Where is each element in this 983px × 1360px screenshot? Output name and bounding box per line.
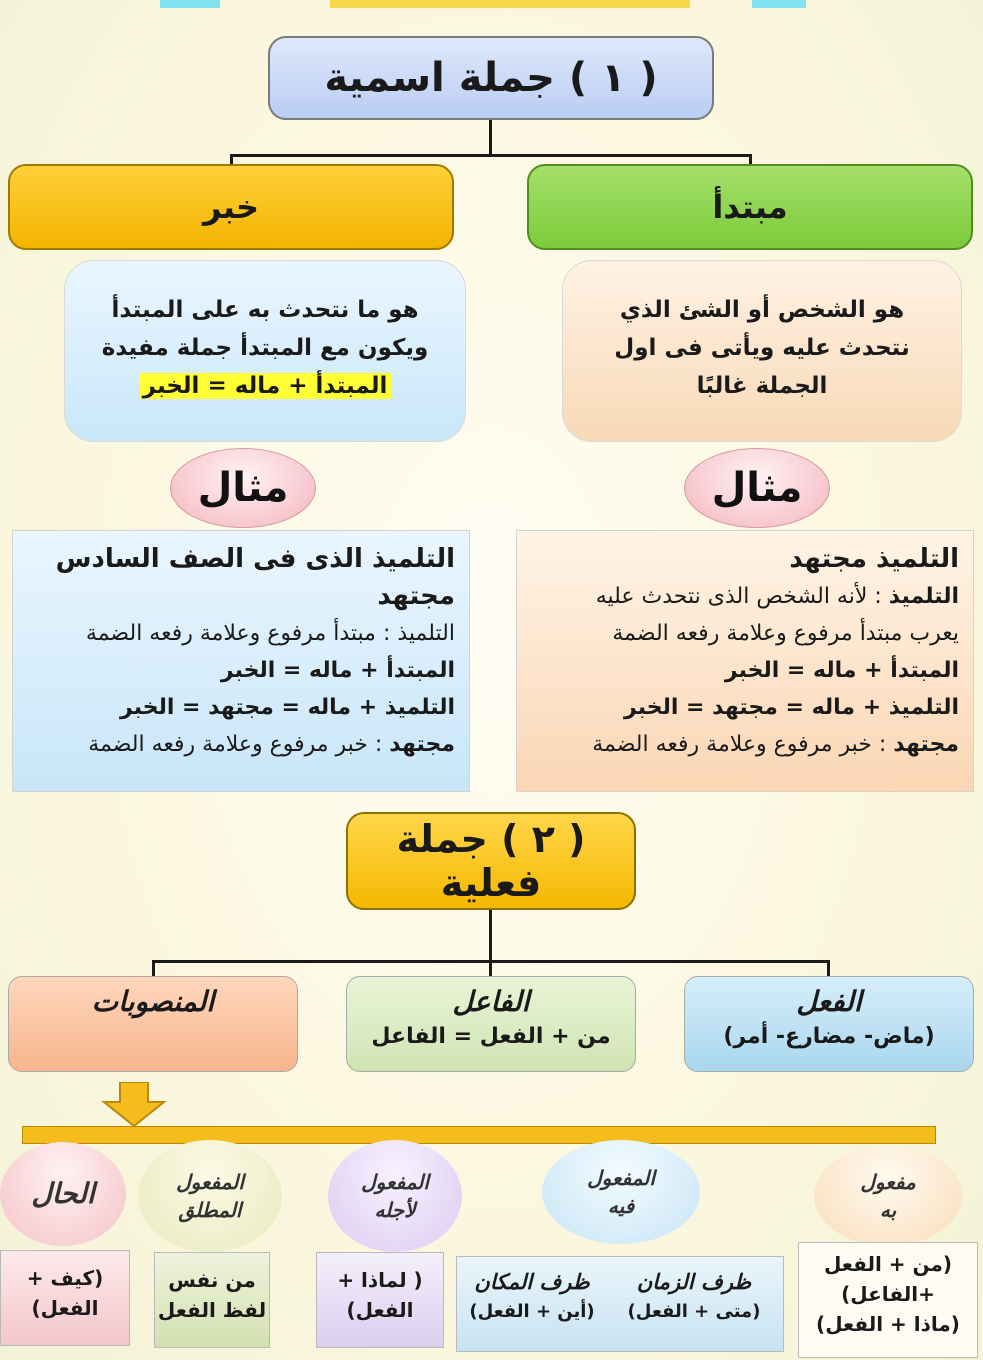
example-line: يعرب مبتدأ مرفوع وعلامة رفعه الضمة xyxy=(612,621,959,646)
maf3ul-mutlaq-desc: من نفس لفظ الفعل xyxy=(154,1252,270,1348)
maf3ul-mutlaq-circle: المفعول المطلق xyxy=(138,1140,282,1252)
definition-highlight: المبتدأ + ماله = الخبر xyxy=(139,373,392,399)
mansubat-box xyxy=(8,976,298,1072)
example-line: مجتهد : خبر مرفوع وعلامة رفعه الضمة xyxy=(88,732,455,757)
mubtada-definition xyxy=(562,260,962,442)
zarf-makan-label: ظرف المكان xyxy=(474,1270,590,1294)
definition-line: الجملة غالبًا xyxy=(696,373,828,399)
connector xyxy=(489,120,492,156)
example-line: التلميذ + ماله = مجتهد = الخبر xyxy=(624,695,959,720)
top-strip-yellow xyxy=(330,0,690,8)
example-title: مجتهد xyxy=(377,581,455,611)
khabar-example-label: مثال xyxy=(170,448,316,528)
fi3l-label: الفعل xyxy=(796,985,862,1018)
fa3il-box xyxy=(346,976,636,1072)
nominal-sentence-title: ( ١ ) جملة اسمية xyxy=(268,36,714,120)
connector xyxy=(489,910,492,962)
maf3ul-fih-desc xyxy=(456,1256,784,1352)
khabar-definition xyxy=(64,260,466,442)
fi3l-sub: (ماض- مضارع- أمر) xyxy=(723,1024,935,1049)
example-line: التلميذ : لأنه الشخص الذى نتحدث عليه xyxy=(595,584,959,609)
connector xyxy=(230,154,752,157)
verbal-sentence-title: ( ٢ ) جملة فعلية xyxy=(346,812,636,910)
mubtada-header: مبتدأ xyxy=(527,164,973,250)
fa3il-sub: من + الفعل = الفاعل xyxy=(371,1024,611,1049)
mubtada-example-box xyxy=(516,530,974,792)
khabar-example-box xyxy=(12,530,470,792)
definition-line: هو الشخص أو الشئ الذي xyxy=(619,297,905,323)
top-strip-cyan-2 xyxy=(752,0,806,8)
zarf-zaman-question: (متى + الفعل) xyxy=(627,1301,761,1322)
definition-line: نتحدث عليه ويأتى فى اول xyxy=(614,335,910,361)
definition-line: هو ما نتحدث به على المبتدأ xyxy=(111,297,419,323)
khabar-header: خبر xyxy=(8,164,454,250)
fa3il-label: الفاعل xyxy=(452,985,530,1018)
example-line: المبتدأ + ماله = الخبر xyxy=(724,658,959,683)
example-line: التلميذ + ماله = مجتهد = الخبر xyxy=(120,695,455,720)
maf3ul-bih-circle: مفعول به xyxy=(814,1146,962,1246)
mubtada-example-label: مثال xyxy=(684,448,830,528)
maf3ul-liajlih-desc: ( لماذا + الفعل) xyxy=(316,1252,444,1348)
maf3ul-fih-circle: المفعول فيه xyxy=(542,1140,700,1244)
mansubat-bar xyxy=(22,1126,936,1144)
example-line: التلميذ : مبتدأ مرفوع وعلامة رفعه الضمة xyxy=(85,621,455,646)
mansubat-label: المنصوبات xyxy=(91,985,215,1018)
maf3ul-liajlih-circle: المفعول لأجله xyxy=(328,1140,462,1252)
zarf-zaman-label: ظرف الزمان xyxy=(636,1270,752,1294)
down-arrow-icon xyxy=(98,1082,170,1128)
top-strip-cyan xyxy=(160,0,220,8)
zarf-makan-question: (أين + الفعل) xyxy=(469,1301,595,1322)
hal-desc: (كيف + الفعل) xyxy=(0,1250,130,1346)
example-line: المبتدأ + ماله = الخبر xyxy=(220,658,455,683)
definition-line: ويكون مع المبتدأ جملة مفيدة xyxy=(101,335,429,361)
maf3ul-bih-desc: (من + الفعل +الفاعل) (ماذا + الفعل) xyxy=(798,1242,978,1358)
hal-circle: الحال xyxy=(0,1142,126,1246)
fi3l-box xyxy=(684,976,974,1072)
example-line: مجتهد : خبر مرفوع وعلامة رفعه الضمة xyxy=(592,732,959,757)
example-title: التلميذ الذى فى الصف السادس xyxy=(55,544,455,574)
example-title: التلميذ مجتهد xyxy=(789,544,959,574)
